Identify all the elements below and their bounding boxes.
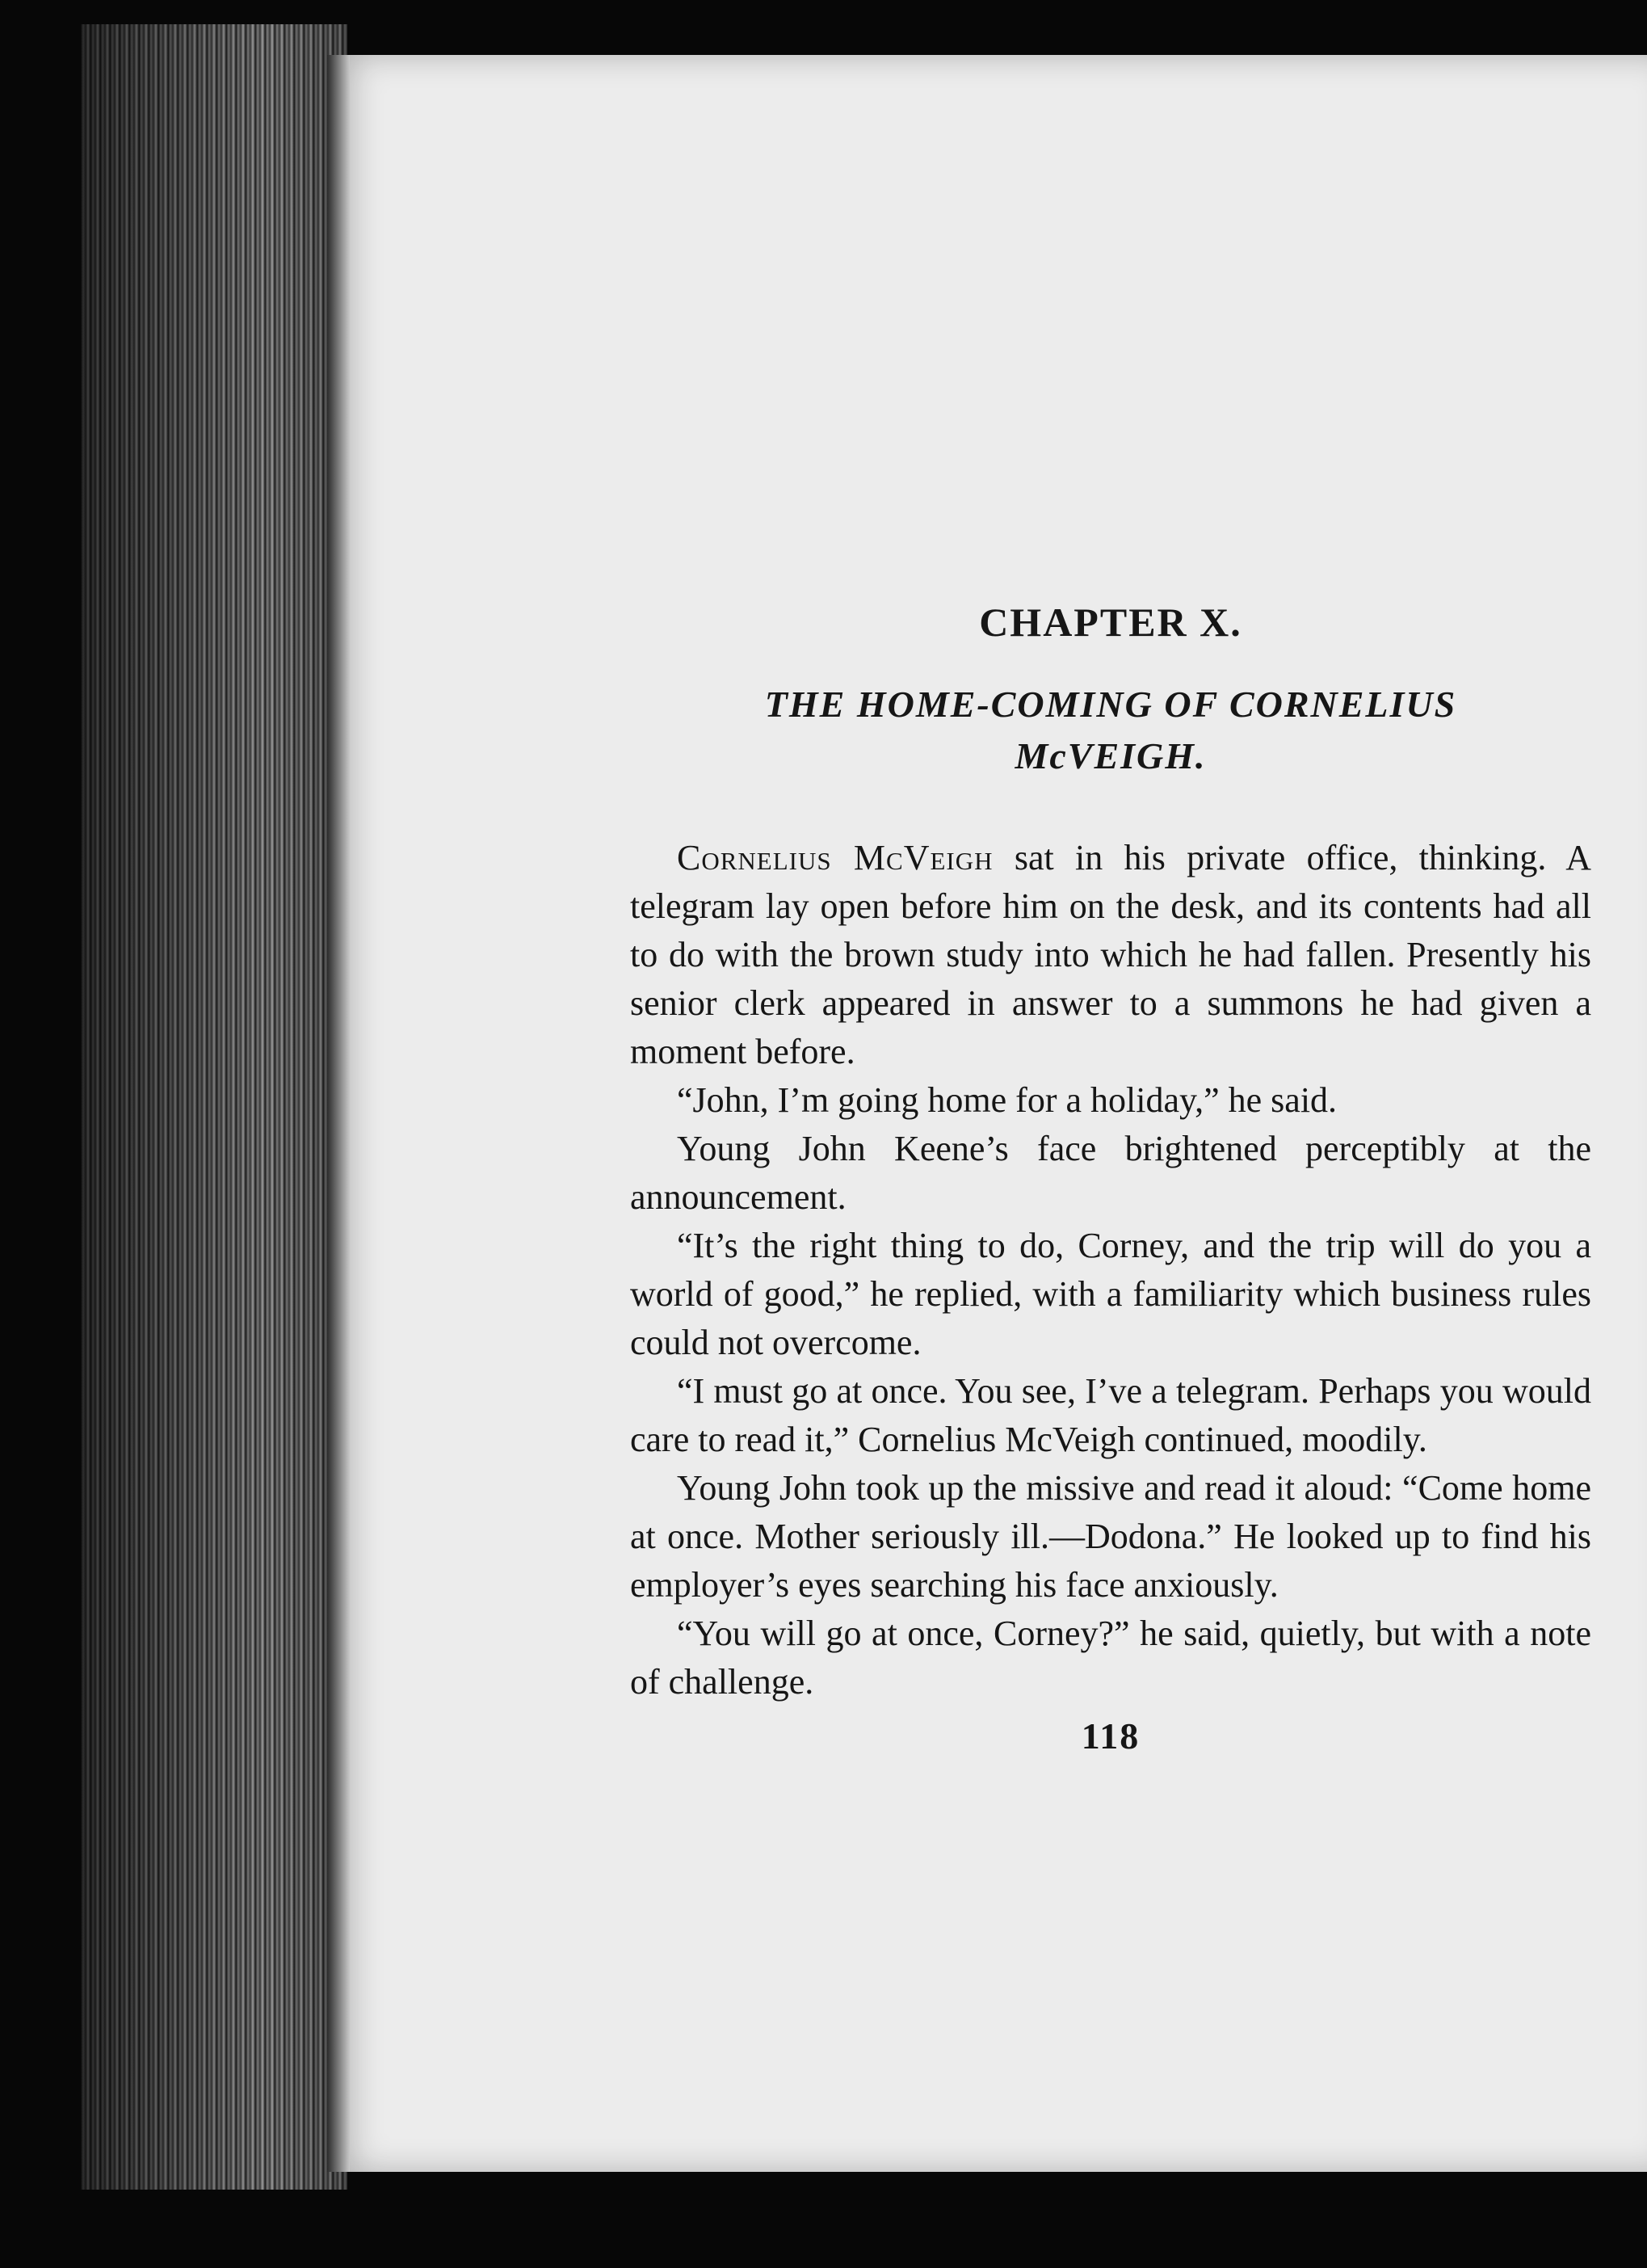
paragraph: “I must go at once. You see, I’ve a telegram. Perhaps you would care to read it,” Cornelius McVeigh continued, moodily. — [630, 1371, 1591, 1459]
page-gutter — [327, 55, 350, 2172]
text-block — [630, 540, 1591, 1757]
chapter-heading: CHAPTER X. — [979, 600, 1242, 645]
body-text — [630, 834, 1591, 1706]
paragraph — [630, 834, 1591, 1076]
paragraph: Young John Keene’s face brightened perceptibly at the announcement. — [630, 1129, 1591, 1217]
chapter-title-line-1: THE HOME-COMING OF CORNELIUS — [764, 684, 1457, 725]
chapter-title — [630, 679, 1591, 782]
paragraph-text: sat in his private office, thinking. A telegram lay open before him on the desk, and its contents had all to do with the brown study into which he had fallen. Presently his senior clerk appeared in answer to a summons he had given a moment before. — [630, 838, 1591, 1071]
book-page-edges — [81, 24, 347, 2190]
paragraph: “You will go at once, Corney?” he said, quietly, but with a note of challenge. — [630, 1614, 1591, 1702]
page-number: 118 — [1081, 1715, 1141, 1757]
paragraph: Young John took up the missive and read it aloud: “Come home at once. Mother seriously ill.—Dodona.” He looked up to find his employer’s eyes searching his face anxiously. — [630, 1468, 1591, 1605]
paragraph: “John, I’m going home for a holiday,” he said. — [677, 1080, 1338, 1120]
paragraph: “It’s the right thing to do, Corney, and the trip will do you a world of good,” he replied, with a familiarity which business rules could not overcome. — [630, 1226, 1591, 1362]
book-page — [327, 55, 1647, 2172]
paragraph-lead: Cornelius McVeigh — [677, 838, 994, 877]
chapter-title-line-2: McVEIGH. — [1015, 735, 1207, 776]
